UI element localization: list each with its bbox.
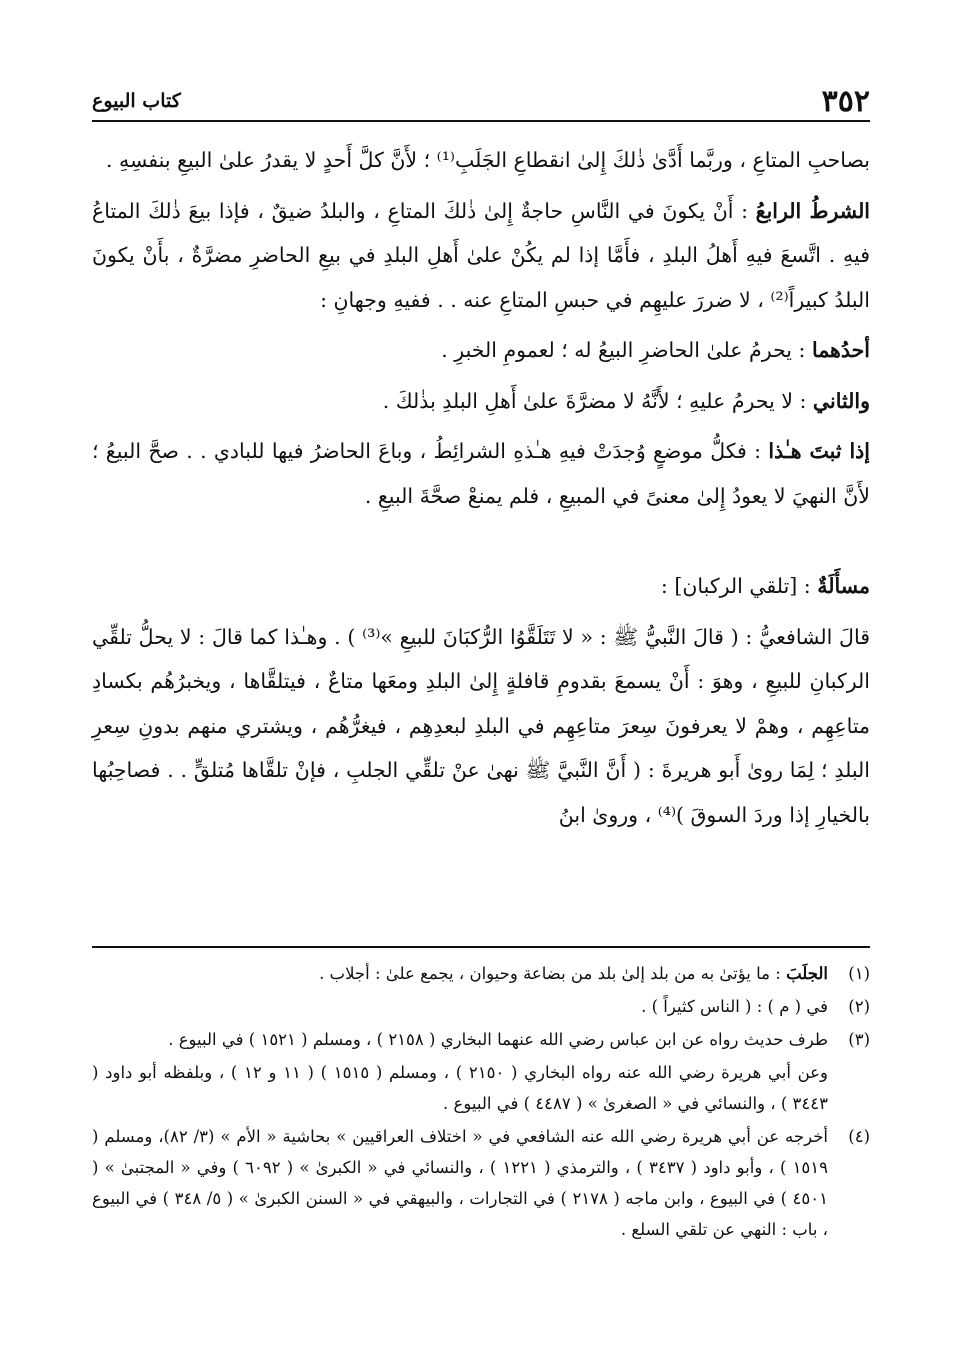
footnote-text xyxy=(92,958,828,989)
footnote-number: (٣) xyxy=(848,1030,870,1049)
paragraph-lead: إذا ثبتَ هـٰذا xyxy=(768,439,870,463)
footnote-number: (٢) xyxy=(848,997,870,1016)
footnote-4 xyxy=(92,1121,870,1245)
footnote-3 xyxy=(92,1024,870,1055)
footnote-body: وعن أبي هريرة رضي الله عنه رواه البخاري ( ٢١٥٠ ) ، ومسلم ( ١٥١٥ ) ( ١١ و ١٢ ) ، وبلفظه أبو داود ( ٣٤٤٣ ) ، والنسائي في « الصغرىٰ » ( ٤٤٨٧ ) في البيوع . xyxy=(92,1063,828,1113)
paragraph-text: : فكلُّ موضعٍ وُجدَتْ فيهِ هـٰذهِ الشرائِطُ ، وباعَ الحاضرُ فيها للبادي . . صحَّ البيعُ ؛ لأَنَّ النهيَ لا يعودُ إِلىٰ معنىً في المبيعِ ، فلم يمنعْ صحَّةَ البيعِ . xyxy=(92,439,870,508)
masala-title: : [تلقي الركبان] : xyxy=(660,574,818,598)
paragraph-text: : أَنْ يكونَ في النَّاسِ حاجةٌ إِلىٰ ذٰلكَ المتاعِ ، والبلدُ ضيقٌ ، فإذا بيعَ ذٰلكَ المتاعُ فيهِ . اتَّسعَ فيهِ أَهلُ البلدِ ، فأَمَّا إذا لم يكُنْ علىٰ أَهلِ البلدِ في بيعِ الحاضرِ مضرَّةٌ ، بأَنْ يكونَ البلدُ كبيراً⁽²⁾ ، لا ضررَ عليهِم في حبسِ المتاعِ عنه . . ففيهِ وجهانِ : xyxy=(92,198,870,312)
footnote-2 xyxy=(92,991,870,1022)
paragraph-text: بصاحبِ المتاعِ ، وربَّما أَدَّىٰ ذٰلكَ إِلىٰ انقطاعِ الجَلَبِ⁽¹⁾ ؛ لأَنَّ كلَّ أَحدٍ لا يقدرُ علىٰ البيعِ بنفسِهِ . xyxy=(106,148,870,172)
footnote-3-continuation xyxy=(92,1057,870,1119)
paragraph xyxy=(92,138,870,183)
footnote-body: : ما يؤتىٰ به من بلد إلىٰ بلد من بضاعة وحيوان ، يجمع علىٰ : أجلاب . xyxy=(319,964,787,983)
paragraph-lead: الشرطُ الرابعُ xyxy=(755,198,871,223)
footnotes xyxy=(92,958,870,1247)
footnote-number: (٤) xyxy=(848,1127,870,1146)
paragraph xyxy=(92,429,870,518)
paragraph xyxy=(92,189,870,323)
masala-lead: مسأَلَةٌ xyxy=(817,574,870,598)
paragraph-lead: أحدُهما xyxy=(811,338,870,362)
footnote-body: أخرجه عن أبي هريرة رضي الله عنه الشافعي في « اختلاف العراقيين » بحاشية « الأم » (٣/ ٨٢)، ومسلم ( ١٥١٩ ) ، وأبو داود ( ٣٤٣٧ ) ، والترمذي ( ١٢٢١ ) ، والنسائي في « الكبرىٰ » ( ٦٠٩٢ ) وفي « المجتبىٰ » ( ٤٥٠١ ) في البيوع ، وابن ماجه ( ٢١٧٨ ) في التجارات ، والبيهقي في « السنن الكبرىٰ » ( ٥/ ٣٤٨ ) في البيوع ، باب : النهي عن تلقي السلع . xyxy=(92,1127,829,1239)
footnote-body: في ( م ) : ( الناس كثيراً ) . xyxy=(641,997,828,1016)
paragraph-text: : يحرمُ علىٰ الحاضرِ البيعُ له ؛ لعمومِ الخبرِ . xyxy=(441,338,812,362)
main-text xyxy=(92,138,870,843)
footnote-divider xyxy=(92,946,870,948)
footnote-lead: الجلَبَ xyxy=(786,964,828,983)
paragraph xyxy=(92,379,870,424)
page-number: ٣٥٢ xyxy=(821,84,870,119)
page-header xyxy=(92,82,870,122)
running-title: كتاب البيوع xyxy=(92,90,181,112)
paragraph-lead: والثاني xyxy=(812,388,870,413)
paragraph xyxy=(92,328,870,373)
paragraph-text: قالَ الشافعيُّ : ( قالَ النَّبيُّ ﷺ : « لا تَتَلَقَّوُا الرُّكبَانَ للبيعِ »⁽³⁾ ) . وهـٰذا كما قالَ : لا يحلُّ تلقِّي الركبانِ للبيعِ ، وهوَ : أَنْ يسمعَ بقدومِ قافلةٍ إِلىٰ البلدِ ومعَها متاعٌ ، فيتلقَّاها ، ويخبرُهُم بكسادِ متاعِهِم ، وهمْ لا يعرفونَ سِعرَ متاعِهِم في البلدِ لبعدِهِم ، فيغرُّهُم ، ويشتري منهم بدونِ سِعرِ البلدِ ؛ لِمَا روىٰ أَبو هريرةَ : ( أَنَّ النَّبيَّ ﷺ نهىٰ عنْ تلقِّي الجلبِ ، فإنْ تلقَّاها مُتلقٍّ . . فصاحِبُها بالخيارِ إذا وردَ السوقَ )⁽⁴⁾ ، وروىٰ ابنُ xyxy=(92,624,870,827)
paragraph xyxy=(92,615,870,838)
footnote-body: طرف حديث رواه عن ابن عباس رضي الله عنهما البخاري ( ٢١٥٨ ) ، ومسلم ( ١٥٢١ ) في البيوع . xyxy=(168,1030,828,1049)
masala-heading xyxy=(92,564,870,609)
paragraph-text: : لا يحرمُ عليهِ ؛ لأَنَّهُ لا مضرَّةَ علىٰ أَهلِ البلدِ بذٰلكَ . xyxy=(382,388,813,413)
footnote-number: (١) xyxy=(848,964,870,983)
footnote-1 xyxy=(92,958,870,989)
